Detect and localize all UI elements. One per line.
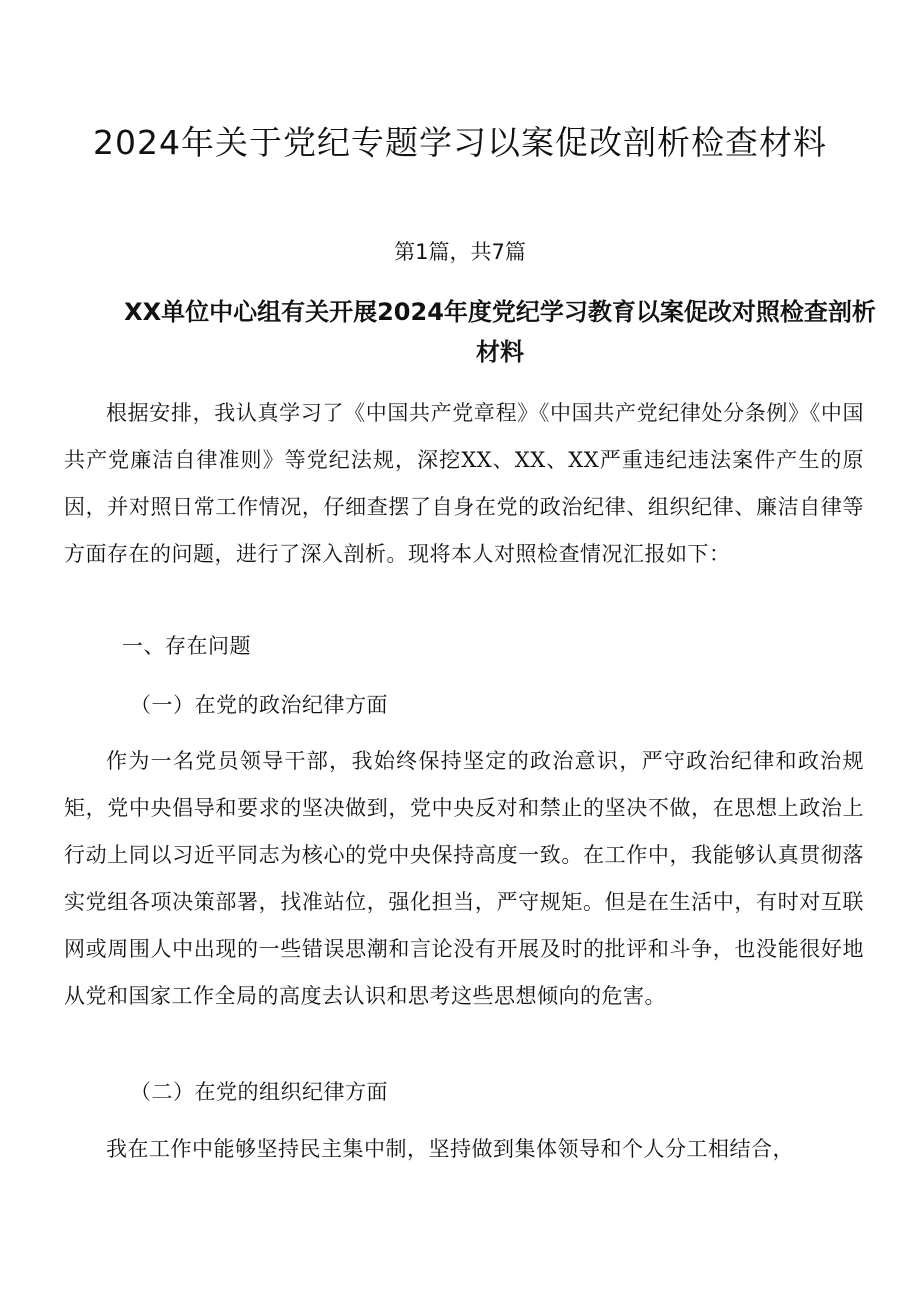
part-label: 第1篇，共7篇 xyxy=(394,240,526,264)
organizational-discipline-paragraph: 我在工作中能够坚持民主集中制，坚持做到集体领导和个人分工相结合， xyxy=(106,1137,794,1161)
document-title: 2024年关于党纪专题学习以案促改剖析检查材料 xyxy=(93,123,827,162)
section-heading-problems: 一、存在问题 xyxy=(122,634,251,658)
political-discipline-paragraph: 作为一名党员领导干部，我始终保持坚定的政治意识，严守政治纪律和政治规矩，党中央倡导和要求的坚决做到，党中央反对和禁止的坚决不做，在思想上政治上行动上同以习近平同志为核心的党中央保持高度一致。在工作中，我能够认真贯彻落实党组各项决策部署，找准站位，强化担当，严守规矩。但是在生活中，有时对互联网或周围人中出现的一些错误思潮和言论没有开展及时的批评和斗争，也没能很好地从党和国家工作全局的高度去认识和思考这些思想倾向的危害。 xyxy=(64,749,864,1008)
subsection-heading-organizational: （二）在党的组织纪律方面 xyxy=(130,1080,388,1104)
article-title: XX单位中心组有关开展2024年度党纪学习教育以案促改对照检查剖析材料 xyxy=(124,298,876,366)
subsection-heading-political: （一）在党的政治纪律方面 xyxy=(130,693,388,717)
intro-paragraph: 根据安排，我认真学习了《中国共产党章程》《中国共产党纪律处分条例》《中国共产党廉洁自律准则》等党纪法规，深挖XX、XX、XX严重违纪违法案件产生的原因，并对照日常工作情况，仔细查摆了自身在党的政治纪律、组织纪律、廉洁自律等方面存在的问题，进行了深入剖析。现将本人对照检查情况汇报如下： xyxy=(64,401,864,566)
